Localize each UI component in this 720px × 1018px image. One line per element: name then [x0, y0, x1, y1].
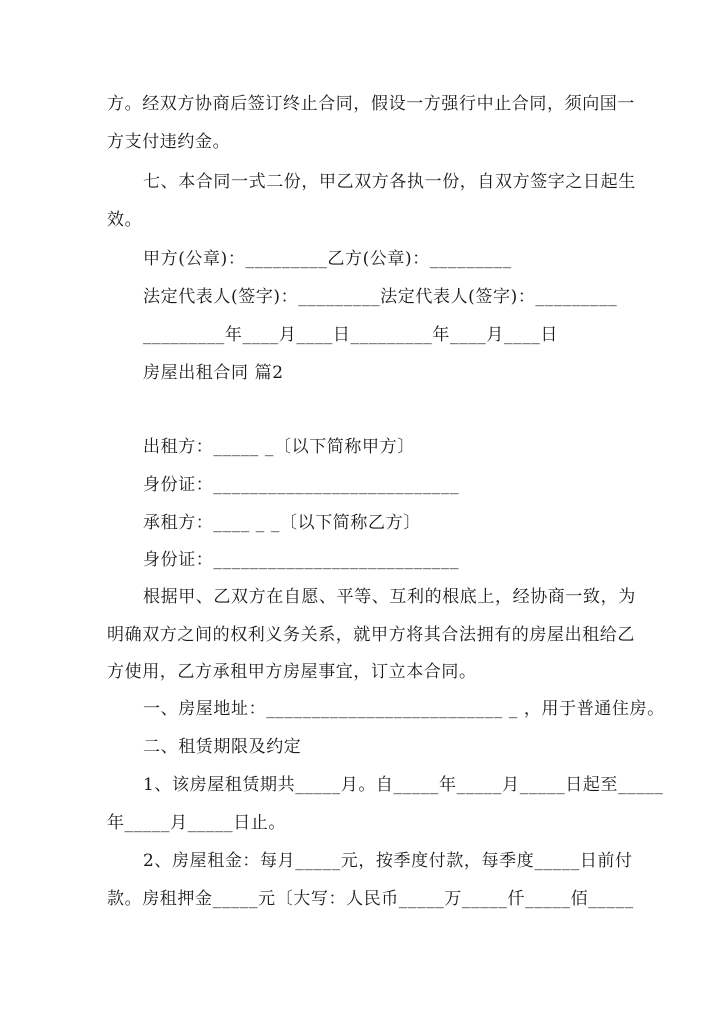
lessor-line: 出租方：_____ _〔以下简称甲方〕	[143, 437, 415, 457]
preamble-line: 明确双方之间的权利义务关系，就甲方将其合法拥有的房屋出租给乙	[107, 625, 635, 645]
lessee-line: 承租方：____ _ _〔以下简称乙方〕	[143, 513, 421, 533]
preamble-line: 方使用，乙方承租甲方房屋事宜，订立本合同。	[107, 662, 477, 682]
clause-rent-line: 2、房屋租金：每月_____元，按季度付款，每季度_____日前付	[143, 851, 633, 871]
preamble-line: 根据甲、乙双方在自愿、平等、互利的根底上，经协商一致，为	[143, 587, 636, 607]
date-line: _________年____月____日_________年____月____日	[143, 325, 558, 345]
clause-term-line: 1、该房屋租赁期共_____月。自_____年_____月_____日起至_____	[143, 775, 664, 795]
clause-term-heading: 二、租赁期限及约定	[143, 737, 302, 757]
clause-term-line: 年_____月_____日止。	[107, 813, 286, 833]
id-card-line: 身份证：___________________________	[143, 550, 460, 570]
clause-address: 一、房屋地址：__________________________ _ ，用于普通住房。	[143, 699, 665, 719]
clause-seven: 七、本合同一式二份，甲乙双方各执一份，自双方签字之日起生	[143, 172, 636, 192]
text-line: 方。经双方协商后签订终止合同，假设一方强行中止合同，须向国一	[107, 94, 635, 114]
text-line: 效。	[107, 210, 143, 230]
signature-line: 法定代表人(签字)：_________法定代表人(签字)：_________	[143, 287, 618, 307]
text-line: 方支付违约金。	[107, 132, 231, 152]
seal-line: 甲方(公章)：_________乙方(公章)：_________	[143, 249, 512, 269]
clause-rent-line: 款。房租押金_____元〔大写：人民币_____万_____仟_____佰_____	[107, 889, 634, 909]
id-card-line: 身份证：___________________________	[143, 475, 460, 495]
section-title: 房屋出租合同 篇2	[143, 363, 284, 383]
